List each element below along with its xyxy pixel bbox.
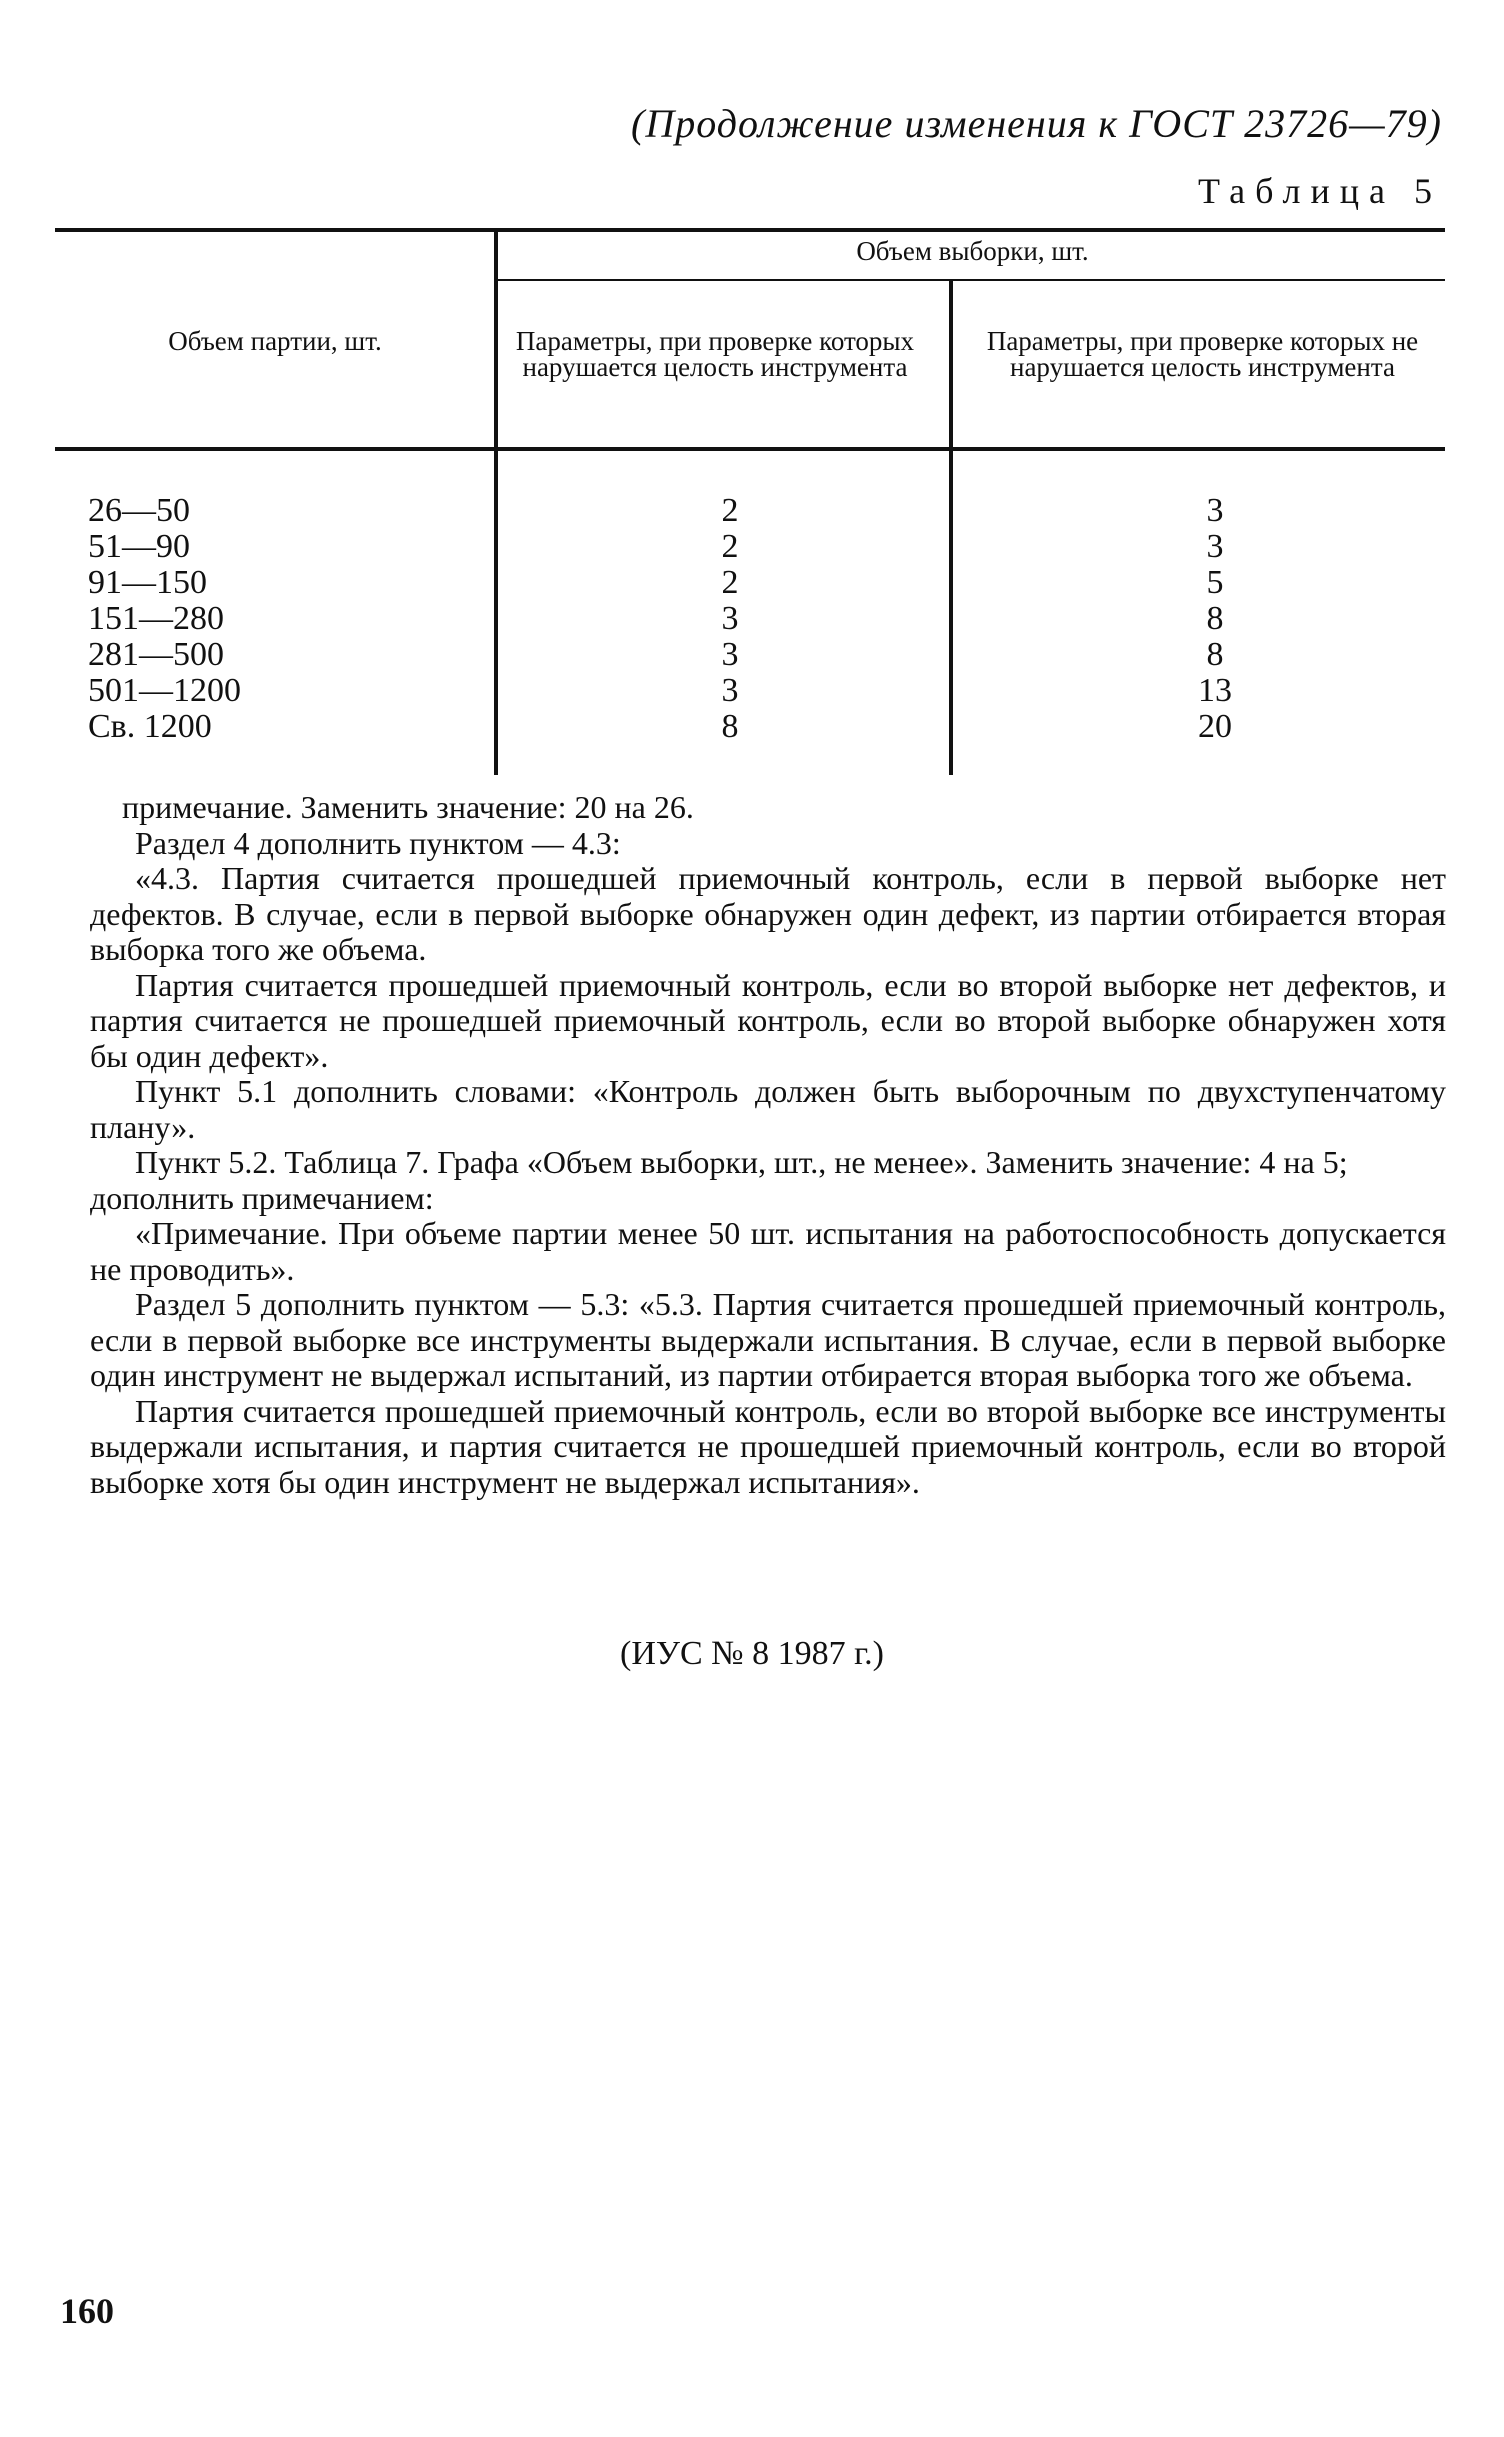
destructive-params-header: Параметры, при проверке которых нарушается целость инструмента xyxy=(515,326,915,382)
lot-size-header: Объем партии, шт. xyxy=(168,326,382,356)
paragraph: Раздел 5 дополнить пунктом — 5.3: «5.3. Партия считается прошедшей приемочный контроль, если в первой выборке все инструменты выдержали испытания. В случае, если в первой выборке один инструмент не выдержал испытаний, из партии отбирается вторая выборка того же объема. xyxy=(90,1286,1446,1393)
table-cell: 8 xyxy=(721,708,739,745)
table-cell: Св. 1200 xyxy=(88,708,212,745)
document-header: (Продолжение изменения к ГОСТ 23726—79) xyxy=(631,101,1442,146)
sample-size-group-header: Объем выборки, шт. xyxy=(856,236,1089,266)
document-body xyxy=(90,790,1446,1500)
table-cell: 5 xyxy=(1206,564,1224,601)
table-cell: 3 xyxy=(721,636,739,673)
table-cell: 2 xyxy=(721,528,739,565)
paragraph: примечание. Заменить значение: 20 на 26. xyxy=(122,789,694,825)
table-cell: 3 xyxy=(1206,492,1224,529)
table-cell: 26—50 xyxy=(88,492,190,529)
source-reference: (ИУС № 8 1987 г.) xyxy=(620,1635,884,1672)
destructive-sample-column xyxy=(690,493,770,745)
paragraph: «Примечание. При объеме партии менее 50 шт. испытания на работоспособность допускается не проводить». xyxy=(90,1215,1446,1287)
table-cell: 2 xyxy=(721,492,739,529)
paragraph: Раздел 4 дополнить пунктом — 4.3: xyxy=(135,824,621,861)
table-cell: 8 xyxy=(1206,636,1224,673)
table-cell: 91—150 xyxy=(88,564,207,601)
table-cell: 151—280 xyxy=(88,600,224,637)
paragraph: дополнить примечанием: xyxy=(90,1179,434,1216)
paragraph: «4.3. Партия считается прошедшей приемочный контроль, если в первой выборке нет дефектов. В случае, если в первой выборке обнаружен один дефект, из партии отбирается вторая выборка того же объема. xyxy=(90,860,1446,967)
nondestructive-params-header: Параметры, при проверке которых не нарушается целость инструмента xyxy=(986,326,1419,382)
table-cell: 51—90 xyxy=(88,528,190,565)
table-divider-2 xyxy=(949,280,953,775)
table-cell: 2 xyxy=(721,564,739,601)
table-cell: 13 xyxy=(1198,672,1232,709)
table-group-rule xyxy=(496,279,1445,281)
table-top-rule xyxy=(55,228,1445,232)
table-cell: 281—500 xyxy=(88,636,224,673)
page-number: 160 xyxy=(60,2291,114,2331)
table-cell: 3 xyxy=(721,672,739,709)
table-divider-1 xyxy=(494,230,498,775)
table-cell: 3 xyxy=(721,600,739,637)
table-cell: 3 xyxy=(1206,528,1224,565)
table-cell: 20 xyxy=(1198,708,1232,745)
paragraph: Пункт 5.2. Таблица 7. Графа «Объем выборки, шт., не менее». Заменить значение: 4 на 5; xyxy=(135,1144,1348,1180)
table-cell: 8 xyxy=(1206,600,1224,637)
lot-size-column xyxy=(88,493,468,745)
nondestructive-sample-column xyxy=(1175,493,1255,745)
paragraph: Партия считается прошедшей приемочный контроль, если во второй выборке все инструменты выдержали испытания, и партия считается не прошедшей приемочный контроль, если во второй выборке хотя бы один инструмент не выдержал испытания». xyxy=(90,1392,1446,1500)
table-title: Таблица 5 xyxy=(1198,171,1442,211)
table-cell: 501—1200 xyxy=(88,672,241,709)
paragraph: Пункт 5.1 дополнить словами: «Контроль должен быть выборочным по двухступенчатому плану». xyxy=(90,1073,1446,1145)
paragraph: Партия считается прошедшей приемочный контроль, если во второй выборке нет дефектов, и партия считается не прошедшей приемочный контроль, если во второй выборке обнаружен хотя бы один дефект». xyxy=(90,966,1446,1074)
table-header-bottom-rule xyxy=(55,447,1445,451)
